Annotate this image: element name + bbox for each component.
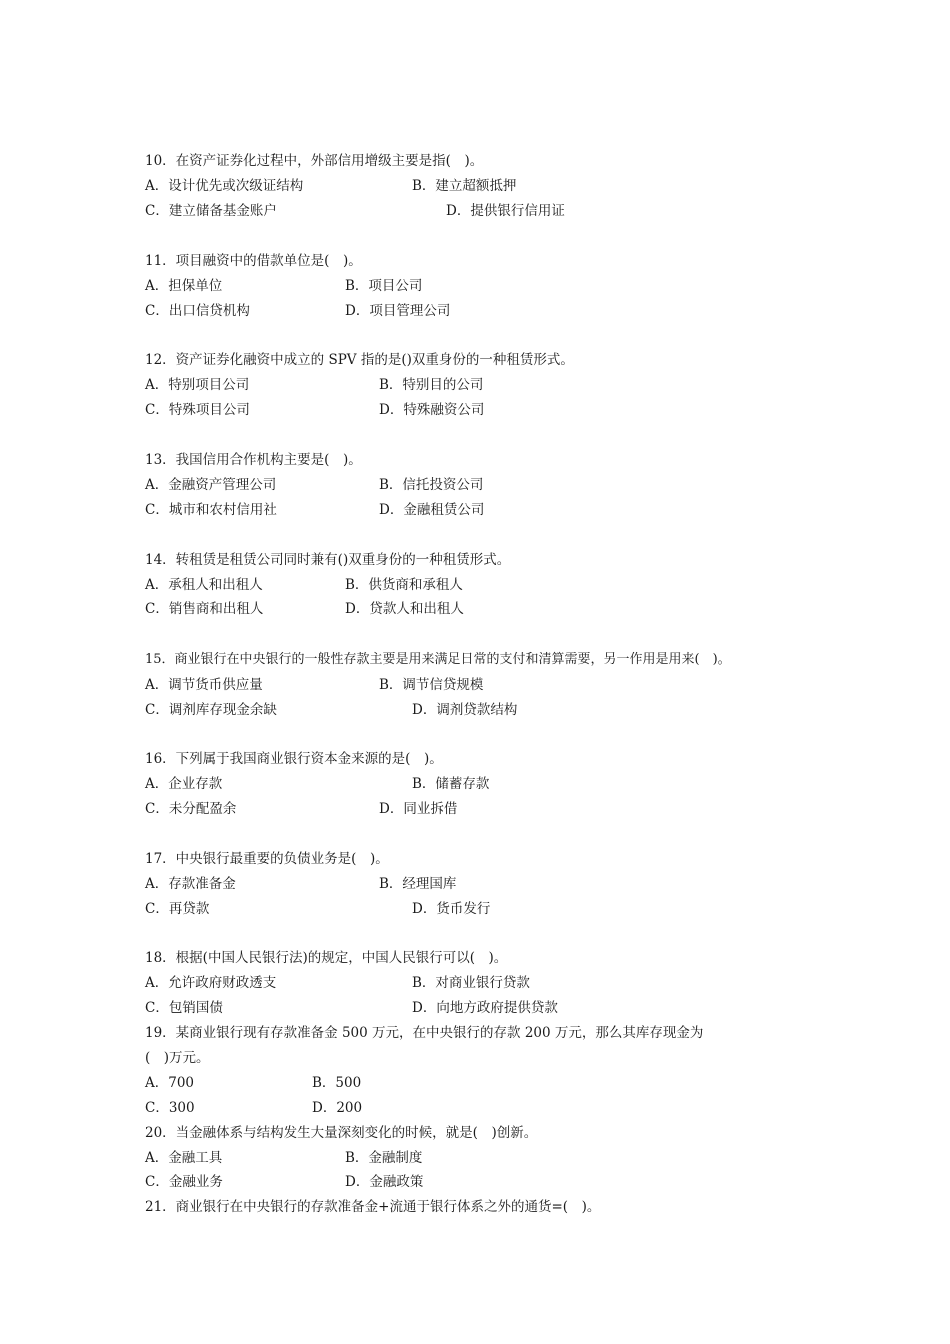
question-12-stem: 12．资产证券化融资中成立的 SPV 指的是()双重身份的一种租赁形式。 (145, 352, 574, 368)
question-14-option-d: D．贷款人和出租人 (345, 601, 464, 617)
question-14-option-a: A．承租人和出租人 (145, 577, 263, 593)
question-20-option-c: C．金融业务 (145, 1174, 223, 1190)
question-11-option-b: B．项目公司 (345, 278, 423, 294)
question-15-option-b: B．调节信贷规模 (379, 677, 484, 693)
question-13-option-b: B．信托投资公司 (379, 477, 484, 493)
question-14-option-b: B．供货商和承租人 (345, 577, 463, 593)
question-12-option-b: B．特别目的公司 (379, 377, 484, 393)
question-16-option-a: A．企业存款 (145, 776, 223, 792)
question-16-stem: 16．下列属于我国商业银行资本金来源的是( )。 (145, 751, 443, 767)
question-15-stem: 15．商业银行在中央银行的一般性存款主要是用来满足日常的支付和清算需要，另一作用是用来( )。 (145, 652, 731, 667)
question-11-option-a: A．担保单位 (145, 278, 223, 294)
question-16-option-c: C．未分配盈余 (145, 801, 237, 817)
question-11-option-d: D．项目管理公司 (345, 303, 451, 319)
question-18-option-a: A．允许政府财政透支 (145, 975, 277, 991)
question-16-option-b: B．储蓄存款 (412, 776, 490, 792)
question-14-option-c: C．销售商和出租人 (145, 601, 264, 617)
question-11-option-c: C．出口信贷机构 (145, 303, 250, 319)
question-15-option-a: A．调节货币供应量 (145, 677, 263, 693)
question-13-option-a: A．金融资产管理公司 (145, 477, 277, 493)
question-12-option-d: D．特殊融资公司 (379, 402, 485, 418)
question-17-stem: 17．中央银行最重要的负债业务是( )。 (145, 851, 389, 867)
question-15-option-d: D．调剂贷款结构 (412, 702, 518, 718)
question-16-option-d: D．同业拆借 (379, 801, 458, 817)
question-19-option-a: A．700 (145, 1075, 195, 1091)
question-20-option-a: A．金融工具 (145, 1150, 223, 1166)
question-18-stem: 18．根据(中国人民银行法)的规定，中国人民银行可以( )。 (145, 950, 508, 966)
question-17-option-a: A．存款准备金 (145, 876, 236, 892)
question-18-option-c: C．包销国债 (145, 1000, 223, 1016)
question-20-option-d: D．金融政策 (345, 1174, 424, 1190)
question-10-option-d: D．提供银行信用证 (446, 203, 565, 219)
question-17-option-d: D．货币发行 (412, 901, 491, 917)
question-15-option-c: C．调剂库存现金余缺 (145, 702, 277, 718)
question-10-option-a: A．设计优先或次级证结构 (145, 178, 304, 194)
question-11-stem: 11．项目融资中的借款单位是( )。 (145, 253, 362, 269)
question-19-option-d: D．200 (312, 1100, 363, 1116)
question-19-option-c: C．300 (145, 1100, 195, 1116)
question-10-stem: 10．在资产证券化过程中，外部信用增级主要是指( )。 (145, 153, 484, 169)
question-17-option-c: C．再贷款 (145, 901, 210, 917)
question-14-stem: 14．转租赁是租赁公司同时兼有()双重身份的一种租赁形式。 (145, 552, 511, 568)
question-20-option-b: B．金融制度 (345, 1150, 423, 1166)
question-19-option-b: B．500 (312, 1075, 362, 1091)
question-13-stem: 13．我国信用合作机构主要是( )。 (145, 452, 362, 468)
question-19-stem: 19．某商业银行现有存款准备金 500 万元，在中央银行的存款 200 万元，那么其库存现金为 (145, 1025, 704, 1041)
question-12-option-c: C．特殊项目公司 (145, 402, 250, 418)
question-10-option-c: C．建立储备基金账户 (145, 203, 277, 219)
question-12-option-a: A．特别项目公司 (145, 377, 250, 393)
question-18-option-d: D．向地方政府提供贷款 (412, 1000, 558, 1016)
question-21-stem: 21．商业银行在中央银行的存款准备金+流通于银行体系之外的通货=( )。 (145, 1199, 601, 1215)
question-18-option-b: B．对商业银行贷款 (412, 975, 530, 991)
question-13-option-c: C．城市和农村信用社 (145, 502, 277, 518)
question-17-option-b: B．经理国库 (379, 876, 457, 892)
question-20-stem: 20．当金融体系与结构发生大量深刻变化的时候，就是( )创新。 (145, 1125, 538, 1141)
question-13-option-d: D．金融租赁公司 (379, 502, 485, 518)
question-10-option-b: B．建立超额抵押 (412, 178, 517, 194)
question-19-stem-continued: ( )万元。 (145, 1050, 210, 1066)
